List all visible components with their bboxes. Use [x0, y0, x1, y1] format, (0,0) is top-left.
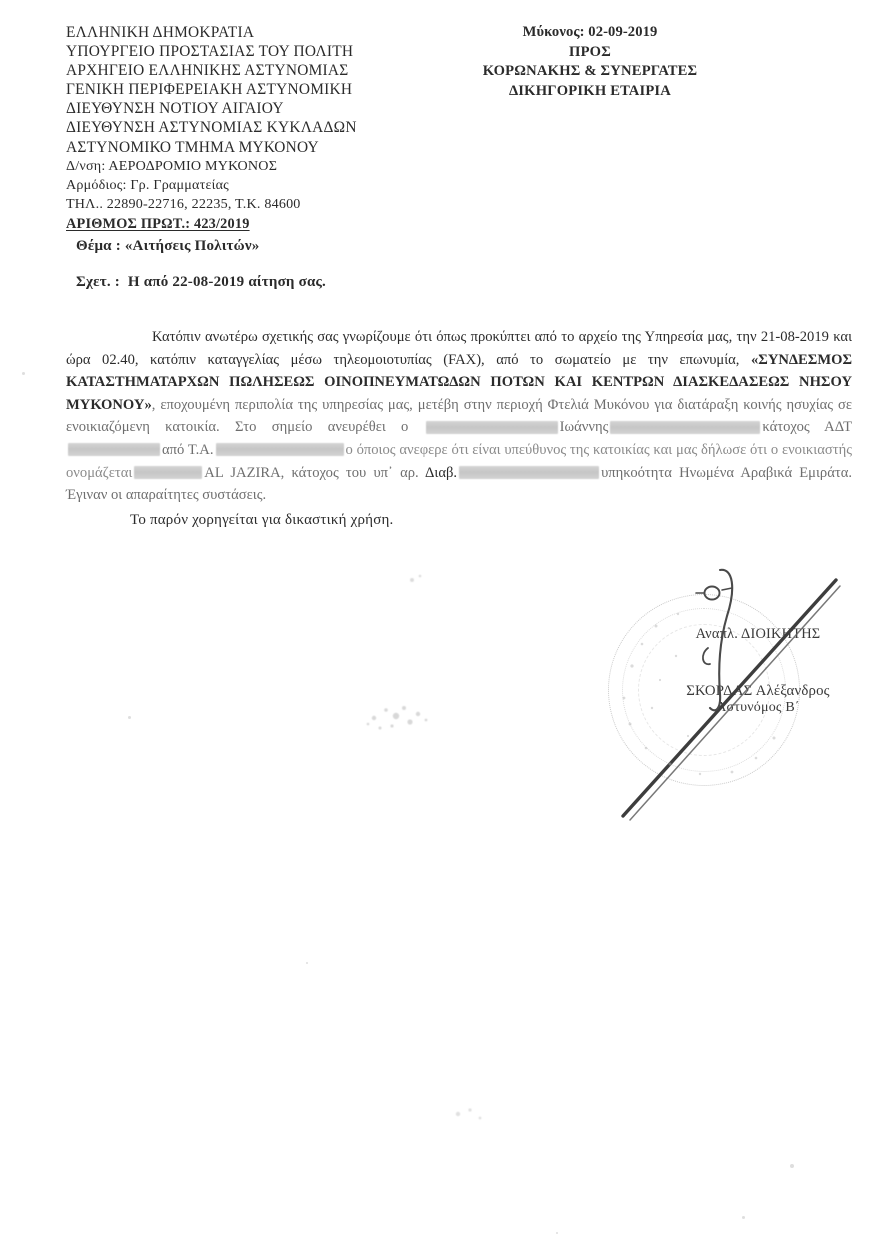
body-segment-5: ο όποιος ανεφερε ότι είναι υπεύθυνος της κατοικίας και μας δήλωσε ότι ο ενοικιαστής ονομάζεται	[66, 441, 852, 481]
scan-speck-right-1	[790, 1164, 794, 1168]
body-segment-2: , εποχουμένη περιπολία της υπηρεσίας μας, μετέβη στην περιοχή Φτελιά Μυκόνου για διατάραξη κοινής ησυχίας σε ενοικιαζόμενη κατοικία. Στο σημείο ανευρέθει ο	[66, 396, 852, 436]
reference-line	[76, 274, 326, 291]
recipient-header-block	[440, 23, 740, 101]
issuer-header-block	[66, 23, 357, 234]
issuer-phone-postcode: ΤΗΛ.. 22890-22716, 22235, Τ.Κ. 84600	[66, 195, 301, 212]
scan-smudge-lower	[440, 1096, 500, 1136]
redaction-issuing-authority	[216, 443, 344, 456]
scan-smudge-center	[352, 692, 472, 752]
body-segment-1: Κατόπιν ανωτέρω σχετικής σας γνωρίζουμε ότι όπως προκύπτει από το αρχείο της Υπηρεσία μας, την 21-08-2019 και ώρα 02.40, κατόπιν καταγγελίας μέσω τηλεομοιοτυπίας (FAX), από το σωματείο με την επωνυμία,	[66, 329, 852, 368]
scan-speck-bottom-1	[556, 1232, 558, 1234]
issuer-contact-person: Αρμόδιος: Γρ. Γραμματείας	[66, 176, 229, 193]
issuer-line-5: ΔΙΕΥΘΥΝΣΗ ΝΟΤΙΟΥ ΑΙΓΑΙΟΥ	[66, 100, 284, 118]
issuer-line-1: ΕΛΛΗΝΙΚΗ ΔΗΜΟΚΡΑΤΙΑ	[66, 24, 255, 41]
place-and-date: Μύκονος: 02-09-2019	[522, 24, 658, 40]
scan-smudge-upper	[398, 566, 438, 596]
scan-speck-left-1	[22, 372, 25, 375]
passport-label: Διαβ.	[425, 464, 458, 481]
body-text	[66, 326, 852, 507]
subject-value: «Αιτήσεις Πολιτών»	[124, 238, 260, 254]
redaction-passport-number	[459, 466, 599, 479]
signatory-title: Αναπλ. ΔΙΟΙΚΗΤΗΣ	[695, 626, 821, 642]
signature-block	[560, 548, 880, 848]
redaction-id-number	[68, 443, 160, 456]
issuer-line-7: ΑΣΤΥΝΟΜΙΚΟ ΤΜΗΜΑ ΜΥΚΟΝΟΥ	[66, 138, 319, 156]
issuer-line-3: ΑΡΧΗΓΕΙΟ ΕΛΛΗΝΙΚΗΣ ΑΣΤΥΝΟΜΙΑΣ	[66, 62, 349, 80]
tenant-name: AL JAZIRA	[204, 464, 281, 481]
reference-label: Σχετ. :	[76, 274, 120, 290]
scan-speck-mid-1	[306, 962, 308, 964]
recipient-name: ΚΟΡΩΝΑΚΗΣ & ΣΥΝΕΡΓΑΤΕΣ	[482, 63, 698, 80]
body-segment-3: κάτοχος ΑΔΤ	[762, 419, 852, 436]
body-segment-6: , κάτοχος του υπ᾿ αρ.	[280, 464, 419, 481]
body-segment-7: υπηκοότητα Ηνωμένα Αραβικά Εμιράτα. Έγιναν οι απαραίτητες συστάσεις.	[66, 464, 853, 504]
issuer-address: Δ/νση: ΑΕΡΟΔΡΟΜΙΟ ΜΥΚΟΝΟΣ	[66, 157, 278, 174]
redaction-patronymic	[610, 421, 760, 434]
issuer-line-4: ΓΕΝΙΚΗ ΠΕΡΙΦΕΡΕΙΑΚΗ ΑΣΤΥΝΟΜΙΚΗ	[66, 81, 353, 99]
subject-label: Θέμα :	[76, 238, 121, 254]
recipient-type: ΔΙΚΗΓΟΡΙΚΗ ΕΤΑΙΡΙΑ	[508, 82, 672, 99]
subject-line	[76, 238, 259, 255]
protocol-number: ΑΡΙΘΜΟΣ ΠΡΩΤ.: 423/2019	[66, 215, 250, 232]
issuer-line-2: ΥΠΟΥΡΓΕΙΟ ΠΡΟΣΤΑΣΙΑΣ ΤΟΥ ΠΟΛΙΤΗ	[66, 43, 354, 61]
body-segment-4: από Τ.Α.	[162, 441, 214, 458]
scan-speck-left-2	[128, 716, 131, 719]
scan-speck-right-2	[742, 1216, 745, 1219]
person-first-name: Ιωάννης	[559, 419, 609, 436]
redaction-tenant-first-name	[134, 466, 202, 479]
issuer-line-6: ΔΙΕΥΘΥΝΣΗ ΑΣΤΥΝΟΜΙΑΣ ΚΥΚΛΑΔΩΝ	[66, 119, 357, 137]
closing-statement: Το παρόν χορηγείται για δικαστική χρήση.	[130, 512, 394, 528]
signatory-rank: Αστυνόμος Β΄	[716, 700, 800, 715]
association-name: «ΣΥΝΔΕΣΜΟΣ ΚΑΤΑΣΤΗΜΑΤΑΡΧΩΝ ΠΩΛΗΣΕΩΣ ΟΙΝΟΠΝΕΥΜΑΤΩΔΩΝ ΠΟΤΩΝ ΚΑΙ ΚΕΝΤΡΩΝ ΔΙΑΣΚΕΔΑΣΕΩΣ ΝΗΣΟΥ ΜΥΚΟΝΟΥ»	[66, 351, 852, 413]
reference-value: Η από 22-08-2019 αίτηση σας.	[127, 274, 327, 290]
redaction-surname	[426, 421, 558, 434]
handwritten-signature-icon	[560, 548, 880, 848]
to-label: ΠΡΟΣ	[569, 43, 611, 60]
signatory-name: ΣΚΟΡΔΑΣ Αλέξανδρος	[686, 683, 830, 699]
